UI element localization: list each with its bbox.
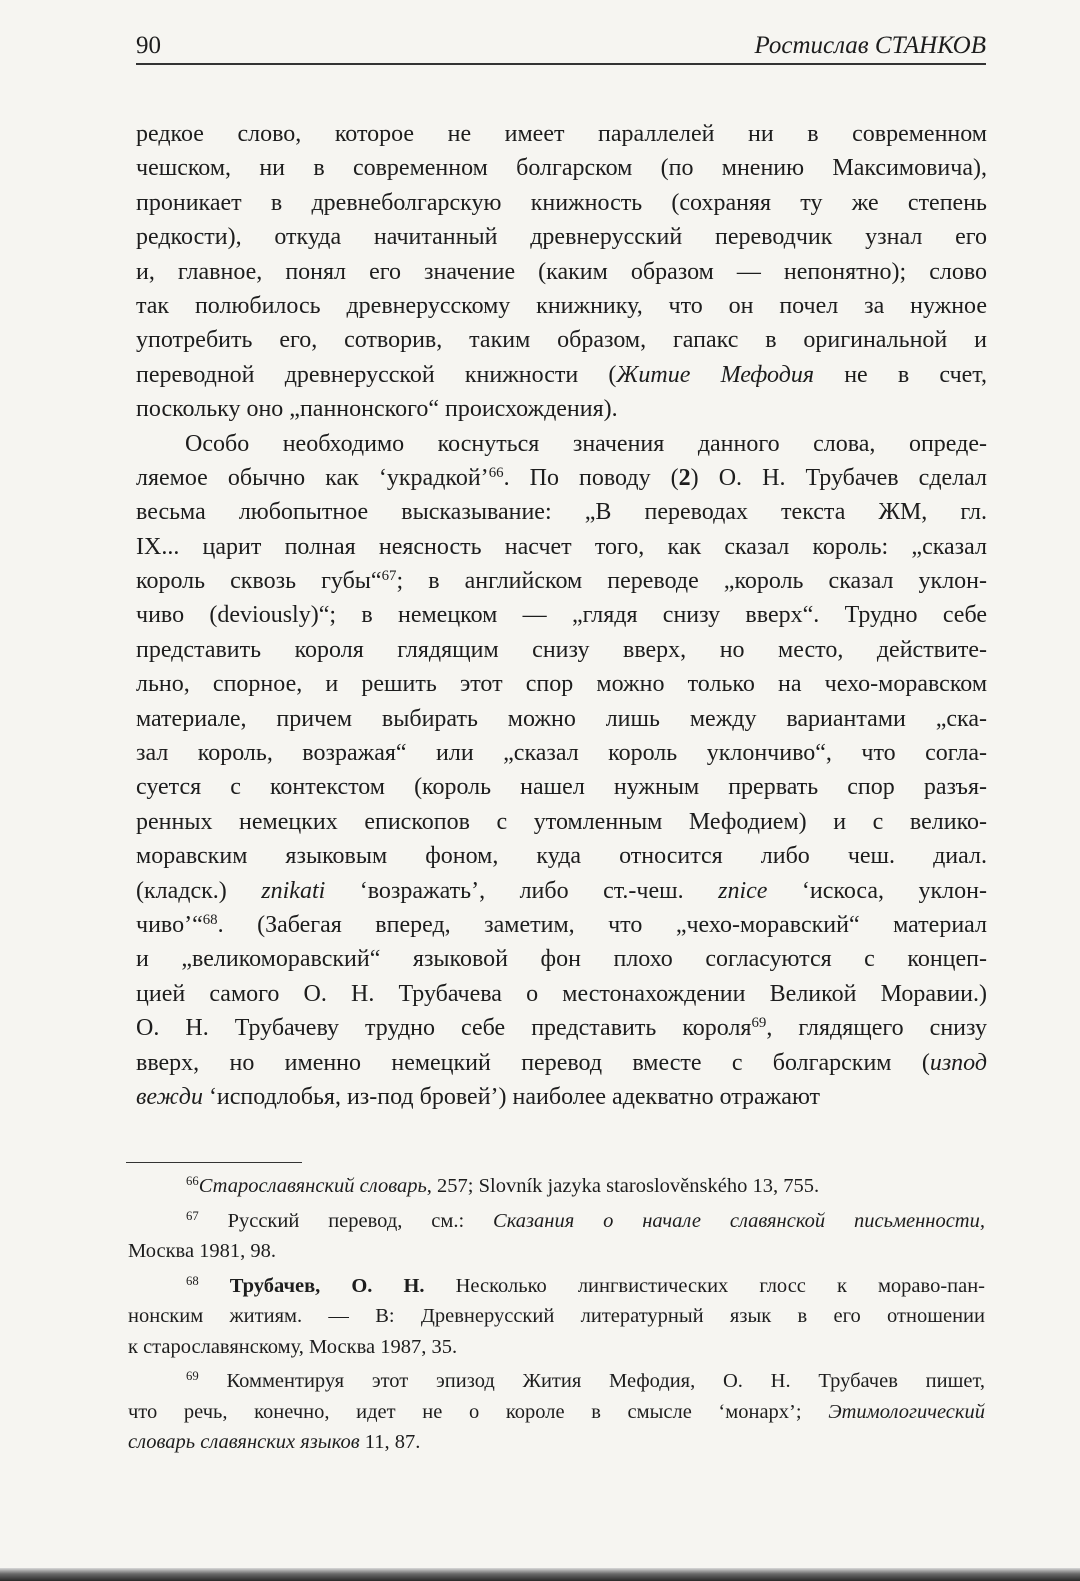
title-staroslav-slovar: Старославянский словарь <box>198 1175 427 1197</box>
paragraph-1 <box>136 117 987 427</box>
footnote-line: словарь славянских языков 11, 87. <box>128 1431 421 1453</box>
term-znikati: znikati <box>261 877 326 904</box>
text-line: переводной древнерусской книжности (Житие Мефодия не в счет, <box>136 361 987 388</box>
running-head <box>136 30 986 66</box>
text-line: (кладск.) znikati ‘возражать’, либо ст.-чеш. znice ‘искоса, уклон- <box>136 877 987 904</box>
example-number: 2 <box>678 464 691 491</box>
footnote-line: $^{66}$Старославянский словарь, 257; Slovník jazyka staroslověnského 13, 755. <box>186 1174 820 1197</box>
footnote-ref-66: 66 <box>488 464 504 481</box>
term-znice: znice <box>718 877 768 904</box>
footnote-ref-68: 68 <box>202 911 218 928</box>
term-vezhdi: вежди <box>136 1083 203 1110</box>
text-line: материале, причем выбирать можно лишь между вариантами „ска- <box>136 705 987 732</box>
footnote-66 <box>128 1171 985 1202</box>
text-line: так полюбилось древнерусскому книжнику, что он почел за нужное <box>136 292 987 319</box>
text-line: редкое слово, которое не имеет параллелей ни в современном <box>136 121 987 147</box>
text-line: Особо необходимо коснуться значения данного слова, опреде- <box>185 430 987 457</box>
text-line: и „великоморавский“ языковой фон плохо согласуются с концеп- <box>136 946 987 973</box>
footnote-line: к старославянскому, Москва 1987, 35. <box>128 1335 458 1358</box>
text-line: моравским языковым фоном, куда относится либо чеш. диал. <box>136 843 987 870</box>
text-line: ренных немецких епископов с утомленным Мефодием) и с велико- <box>136 808 987 835</box>
running-head-author: Ростислав СТАНКОВ <box>754 32 986 59</box>
text-line: зал король, возражая“ или „сказал король уклончиво“, что согла- <box>136 740 987 767</box>
text-line: редкости), откуда начитанный древнерусский переводчик узнал его <box>136 224 987 251</box>
scan-bottom-edge <box>0 1568 1080 1581</box>
footnote-line: $^{68}$ Трубачев, О. Н. Несколько лингвистических глосс к мораво-пан- <box>186 1273 986 1297</box>
text-line: ляемое обычно как ‘украдкой’$^{66}$. По поводу (2) О. Н. Трубачев сделал <box>136 464 988 491</box>
header-rule <box>136 63 986 65</box>
footnote-rule <box>126 1162 302 1163</box>
author-trubachev: Трубачев, О. Н. <box>229 1274 425 1297</box>
footnotes <box>128 1171 985 1458</box>
footnote-69 <box>128 1366 985 1458</box>
paragraph-2 <box>136 427 987 1115</box>
text-line: вверх, но именно немецкий перевод вместе с болгарским (изпод <box>136 1049 987 1076</box>
footnote-ref-67: 67 <box>381 567 397 584</box>
text-line: король сквозь губы“$^{67}$; в английском переводе „король сказал уклон- <box>136 567 987 595</box>
text-line: суется с контекстом (король нашел нужным прервать спор разъя- <box>136 774 987 801</box>
text-line: льно, спорное, и решить этот спор можно только на чехо-моравском <box>136 671 987 698</box>
text-line: проникает в древнеболгарскую книжность (сохраняя ту же степень <box>136 189 987 216</box>
text-line: чиво’“$^{68}$. (Забегая вперед, заметим, что „чехо-моравский“ материал <box>136 911 987 938</box>
text-line: О. Н. Трубачеву трудно себе представить короля$^{69}$, глядящего снизу <box>136 1014 987 1042</box>
footnote-67 <box>128 1206 985 1267</box>
footnote-ref-69: 69 <box>751 1014 767 1031</box>
page-number: 90 <box>136 32 161 59</box>
text-line: чешском, ни в современном болгарском (по мнению Максимовича), <box>136 155 987 182</box>
text-line: цией самого О. Н. Трубачева о местонахождении Великой Моравии.) <box>136 980 987 1007</box>
footnote-line: что речь, конечно, идет не о короле в смысле ‘монарх’; Этимологический <box>128 1400 985 1423</box>
term-izpod: изпод <box>929 1049 987 1076</box>
main-text <box>136 117 987 1114</box>
text-line: чиво (deviously)“; в немецком — „глядя снизу вверх“. Трудно себе <box>136 602 987 629</box>
text-line: и, главное, понял его значение (каким образом — непонятно); слово <box>136 258 987 285</box>
text-line: употребить его, сотворив, таким образом, гапакс в оригинальной и <box>136 327 987 354</box>
footnote-line: $^{67}$ Русский перевод, см.: Сказания о начале славянской письменности, <box>186 1208 985 1232</box>
title-etim-slovar-cont: словарь славянских языков <box>128 1431 360 1453</box>
text-line: весьма любопытное высказывание: „В переводах текста ЖМ, гл. <box>136 499 987 526</box>
footnote-line: $^{69}$ Комментируя этот эпизод Жития Мефодия, О. Н. Трубачев пишет, <box>186 1369 985 1392</box>
title-etim-slovar: Этимологический <box>828 1400 985 1423</box>
text-line: вежди ‘исподлобья, из-под бровей’) наиболее адекватно отражают <box>136 1083 821 1110</box>
title-skazaniya: Сказания о начале славянской письменности, <box>493 1209 985 1232</box>
footnote-line: нонским житиям. — В: Древнерусский литературный язык в его отношении <box>128 1305 985 1327</box>
text-line: представить короля глядящим снизу вверх, но место, действите- <box>136 636 987 663</box>
text-line: поскольку оно „паннонского“ происхождения). <box>136 396 618 423</box>
footnote-68 <box>128 1271 985 1363</box>
title-zhitie-mefodiya: Житие Мефодия <box>616 361 814 388</box>
text-line: IX... царит полная неясность насчет того, как сказал король: „сказал <box>136 533 987 560</box>
footnote-line: Москва 1981, 98. <box>128 1240 277 1262</box>
